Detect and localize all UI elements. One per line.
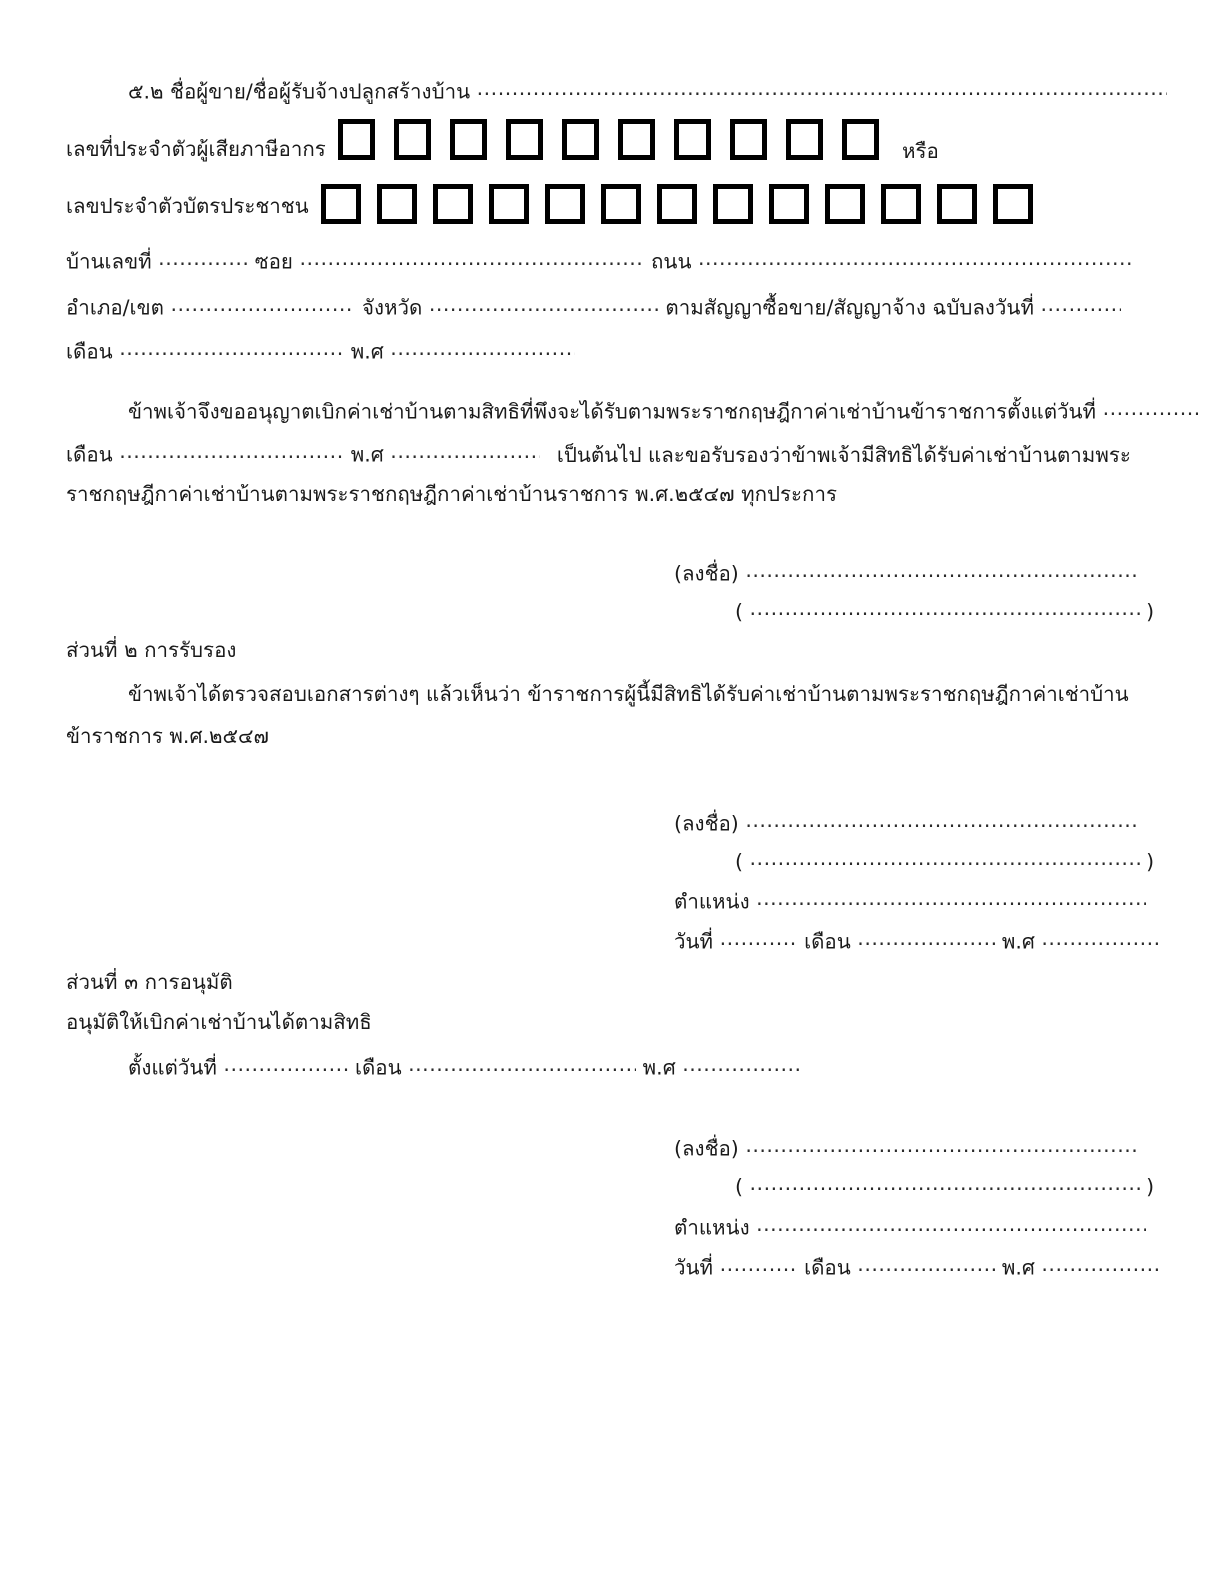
tax-id-box[interactable] (562, 119, 599, 160)
signature-block-2-date-row (674, 928, 1161, 952)
date-day-input-2[interactable] (720, 928, 798, 949)
contract-month-input[interactable] (119, 338, 344, 359)
declaration-month-input[interactable] (119, 441, 344, 462)
declaration-text-1: ข้าพเจ้าจึงขออนุญาตเบิกค่าเช่าบ้านตามสิทธิที่พึงจะได้รับตามพระราชกฤษฎีกาค่าเช่าบ้านข้าราชการตั้งแต่วันที่ (128, 399, 1097, 424)
address-row-2 (66, 294, 1121, 318)
signature-block-3-name-row (735, 1173, 1154, 1197)
from-year-input[interactable] (682, 1054, 802, 1075)
sign-label: (ลงชื่อ) (674, 1136, 739, 1161)
national-id-box[interactable] (657, 184, 697, 224)
position-input-3[interactable] (756, 1214, 1146, 1235)
sign-label: (ลงชื่อ) (674, 811, 739, 836)
national-id-label: เลขประจำตัวบัตรประชาชน (66, 194, 309, 218)
section-3-body-line-1: อนุมัติให้เบิกค่าเช่าบ้านได้ตามสิทธิ (66, 1010, 372, 1034)
date-year-label: พ.ศ (1001, 1255, 1035, 1280)
tax-id-box-group[interactable] (338, 119, 898, 160)
date-year-label: พ.ศ (1001, 929, 1035, 954)
field-seller-name-row (128, 78, 1167, 102)
section-2-body-line-2: ข้าราชการ พ.ศ.๒๕๔๗ (66, 724, 269, 748)
declaration-line-3: ราชกฤษฎีกาค่าเช่าบ้านตามพระราชกฤษฎีกาค่าเช่าบ้านราชการ พ.ศ.๒๕๔๗ ทุกประการ (66, 482, 837, 506)
province-label: จังหวัด (361, 295, 423, 320)
date-month-label: เดือน (804, 929, 851, 954)
contract-month-label: เดือน (66, 339, 113, 364)
printed-name-input-2[interactable] (750, 848, 1140, 869)
from-month-label: เดือน (354, 1055, 402, 1080)
signature-block-3-date-row (674, 1254, 1161, 1278)
national-id-box[interactable] (601, 184, 641, 224)
date-label: วันที่ (674, 1255, 714, 1280)
name-close-paren: ) (1146, 849, 1155, 874)
declaration-year-label: พ.ศ (350, 442, 384, 467)
section-2-heading: ส่วนที่ ๒ การรับรอง (66, 638, 237, 662)
position-label: ตำแหน่ง (674, 889, 750, 914)
date-label: วันที่ (674, 929, 714, 954)
declaration-line-1 (128, 398, 1198, 422)
date-day-input-3[interactable] (720, 1254, 798, 1275)
tax-id-box[interactable] (450, 119, 487, 160)
national-id-box[interactable] (993, 184, 1033, 224)
name-open-paren: ( (735, 599, 743, 624)
from-year-label: พ.ศ (642, 1055, 676, 1080)
national-id-box[interactable] (769, 184, 809, 224)
signature-block-3-sign-row (674, 1135, 1140, 1159)
signature-block-2-name-row (735, 848, 1154, 872)
signature-input-2[interactable] (745, 810, 1140, 831)
section-2-body-line-1: ข้าพเจ้าได้ตรวจสอบเอกสารต่างๆ แล้วเห็นว่า ข้าราชการผู้นี้มีสิทธิได้รับค่าเช่าบ้านตามพระราชกฤษฎีกาค่าเช่าบ้าน (128, 682, 1129, 706)
declaration-line-2 (66, 441, 1131, 465)
address-row-1 (66, 248, 1133, 272)
national-id-box[interactable] (881, 184, 921, 224)
national-id-box-group[interactable] (321, 184, 1049, 224)
date-month-label: เดือน (804, 1255, 851, 1280)
national-id-box[interactable] (321, 184, 361, 224)
date-month-input-2[interactable] (857, 928, 995, 949)
field-seller-name-input[interactable] (477, 78, 1167, 99)
field-seller-name-label: ๕.๒ ชื่อผู้ขาย/ชื่อผู้รับจ้างปลูกสร้างบ้าน (128, 79, 471, 104)
signature-block-3-position-row (674, 1214, 1146, 1238)
declaration-month-label: เดือน (66, 442, 113, 467)
signature-input-1[interactable] (745, 560, 1140, 581)
soi-input[interactable] (299, 248, 644, 269)
national-id-box[interactable] (713, 184, 753, 224)
contract-date-input[interactable] (1041, 294, 1121, 315)
sign-label: (ลงชื่อ) (674, 561, 739, 586)
contract-year-input[interactable] (390, 338, 575, 359)
section-3-from-date-row (128, 1054, 802, 1078)
road-label: ถนน (651, 249, 692, 274)
section-3-heading: ส่วนที่ ๓ การอนุมัติ (66, 970, 233, 994)
name-close-paren: ) (1146, 599, 1155, 624)
district-input[interactable] (170, 294, 355, 315)
name-close-paren: ) (1146, 1174, 1155, 1199)
declaration-year-input[interactable] (390, 441, 540, 462)
contract-date-label: ตามสัญญาซื้อขาย/สัญญาจ้าง ฉบับลงวันที่ (665, 295, 1034, 320)
tax-id-box[interactable] (394, 119, 431, 160)
national-id-box[interactable] (377, 184, 417, 224)
national-id-box[interactable] (825, 184, 865, 224)
signature-block-1-sign-row (674, 560, 1140, 584)
declaration-text-2: เป็นต้นไป และขอรับรองว่าข้าพเจ้ามีสิทธิได้รับค่าเช่าบ้านตามพระ (556, 442, 1131, 467)
tax-id-box[interactable] (786, 119, 823, 160)
position-label: ตำแหน่ง (674, 1215, 750, 1240)
tax-id-box[interactable] (674, 119, 711, 160)
from-month-input[interactable] (408, 1054, 636, 1075)
name-open-paren: ( (735, 1174, 743, 1199)
signature-block-1-name-row (735, 598, 1154, 622)
tax-id-box[interactable] (506, 119, 543, 160)
tax-id-box[interactable] (730, 119, 767, 160)
house-no-input[interactable] (158, 248, 248, 269)
tax-id-box[interactable] (338, 119, 375, 160)
from-date-input[interactable] (223, 1054, 348, 1075)
tax-id-box[interactable] (618, 119, 655, 160)
road-input[interactable] (698, 248, 1133, 269)
national-id-box[interactable] (545, 184, 585, 224)
house-no-label: บ้านเลขที่ (66, 249, 152, 274)
signature-block-2-sign-row (674, 810, 1140, 834)
from-date-label: ตั้งแต่วันที่ (128, 1055, 217, 1080)
province-input[interactable] (429, 294, 659, 315)
district-label: อำเภอ/เขต (66, 295, 164, 320)
printed-name-input-1[interactable] (750, 598, 1140, 619)
date-month-input-3[interactable] (857, 1254, 995, 1275)
tax-id-box[interactable] (842, 119, 879, 160)
or-label: หรือ (902, 139, 939, 163)
name-open-paren: ( (735, 849, 743, 874)
contract-year-label: พ.ศ (350, 339, 384, 364)
position-input-2[interactable] (756, 888, 1146, 909)
address-row-3 (66, 338, 575, 362)
national-id-box[interactable] (433, 184, 473, 224)
date-year-input-2[interactable] (1041, 928, 1161, 949)
national-id-box[interactable] (937, 184, 977, 224)
tax-id-label: เลขที่ประจำตัวผู้เสียภาษีอากร (66, 137, 326, 161)
signature-input-3[interactable] (745, 1135, 1140, 1156)
soi-label: ซอย (254, 249, 293, 274)
national-id-box[interactable] (489, 184, 529, 224)
signature-block-2-position-row (674, 888, 1146, 912)
declaration-start-date-input[interactable] (1103, 398, 1198, 419)
printed-name-input-3[interactable] (750, 1173, 1140, 1194)
date-year-input-3[interactable] (1041, 1254, 1161, 1275)
